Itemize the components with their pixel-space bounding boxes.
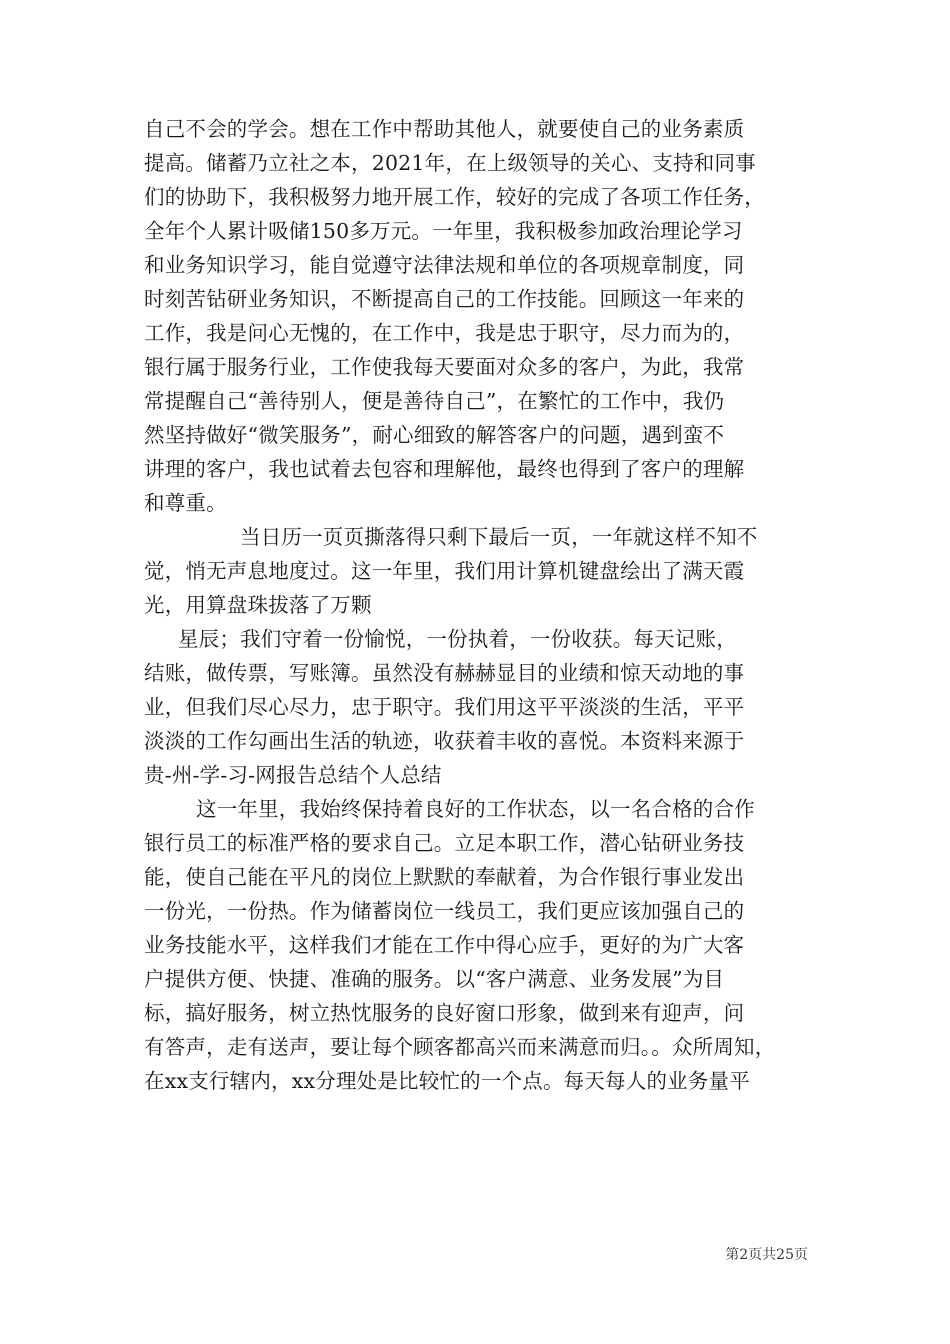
text-line: 业，但我们尽心尽力，忠于职守。我们用这平平淡淡的生活，平平 bbox=[144, 695, 745, 719]
text-line: 业务技能水平，这样我们才能在工作中得心应手，更好的为广大客 bbox=[144, 933, 745, 957]
document-body bbox=[144, 112, 808, 1098]
text-line: 淡淡的工作勾画出生活的轨迹，收获着丰收的喜悦。本资料来源于 bbox=[144, 729, 745, 753]
text-line: 光，用算盘珠拔落了万颗 bbox=[144, 593, 372, 617]
text-line: 贵-州-学-习-网报告总结个人总结 bbox=[144, 763, 442, 787]
text-line: 们的协助下，我积极努力地开展工作，较好的完成了各项工作任务， bbox=[144, 185, 765, 209]
text-line: 时刻苦钻研业务知识，不断提高自己的工作技能。回顾这一年来的 bbox=[144, 287, 745, 311]
text-line: 觉，悄无声息地度过。这一年里，我们用计算机键盘绘出了满天霞 bbox=[144, 559, 745, 583]
text-line: 当日历一页页撕落得只剩下最后一页，一年就这样不知不 bbox=[240, 525, 758, 549]
text-line: 这一年里，我始终保持着良好的工作状态，以一名合格的合作 bbox=[196, 797, 755, 821]
paragraph-1 bbox=[144, 112, 808, 520]
text-line: 然坚持做好“微笑服务”，耐心细致的解答客户的问题，遇到蛮不 bbox=[144, 423, 725, 447]
page-number: 第2页共25页 bbox=[725, 1247, 808, 1263]
text-line: 常提醒自己“善待别人，便是善待自己”，在繁忙的工作中，我仍 bbox=[144, 389, 725, 413]
text-line: 户提供方便、快捷、准确的服务。以“客户满意、业务发展”为目 bbox=[144, 967, 725, 991]
text-line: 工作，我是问心无愧的，在工作中，我是忠于职守，尽力而为的， bbox=[144, 321, 745, 345]
text-line: 标，搞好服务，树立热忱服务的良好窗口形象，做到来有迎声，问 bbox=[144, 1001, 745, 1025]
text-line: 结账，做传票，写账簿。虽然没有赫赫显目的业绩和惊天动地的事 bbox=[144, 661, 745, 685]
text-line: 和业务知识学习，能自觉遵守法律法规和单位的各项规章制度，同 bbox=[144, 253, 745, 277]
text-line: 自己不会的学会。想在工作中帮助其他人，就要使自己的业务素质 bbox=[144, 117, 745, 141]
text-line: 讲理的客户，我也试着去包容和理解他，最终也得到了客户的理解 bbox=[144, 457, 745, 481]
text-line: 全年个人累计吸储150多万元。一年里，我积极参加政治理论学习 bbox=[144, 219, 743, 243]
paragraph-4 bbox=[144, 792, 808, 1098]
text-line: 银行属于服务行业，工作使我每天要面对众多的客户，为此，我常 bbox=[144, 355, 745, 379]
paragraph-3 bbox=[144, 622, 808, 792]
paragraph-2 bbox=[144, 520, 808, 622]
text-line: 在xx支行辖内，xx分理处是比较忙的一个点。每天每人的业务量平 bbox=[144, 1069, 750, 1093]
text-line: 银行员工的标准严格的要求自己。立足本职工作，潜心钻研业务技 bbox=[144, 831, 745, 855]
text-line: 能，使自己能在平凡的岗位上默默的奉献着，为合作银行事业发出 bbox=[144, 865, 745, 889]
text-line: 星辰；我们守着一份愉悦，一份执着，一份收获。每天记账， bbox=[178, 627, 737, 651]
text-line: 一份光，一份热。作为储蓄岗位一线员工，我们更应该加强自己的 bbox=[144, 899, 745, 923]
text-line: 和尊重。 bbox=[144, 491, 227, 515]
text-line: 有答声，走有送声，要让每个顾客都高兴而来满意而归。。众所周知， bbox=[144, 1035, 776, 1059]
text-line: 提高。储蓄乃立社之本，2021年，在上级领导的关心、支持和同事 bbox=[144, 151, 756, 175]
